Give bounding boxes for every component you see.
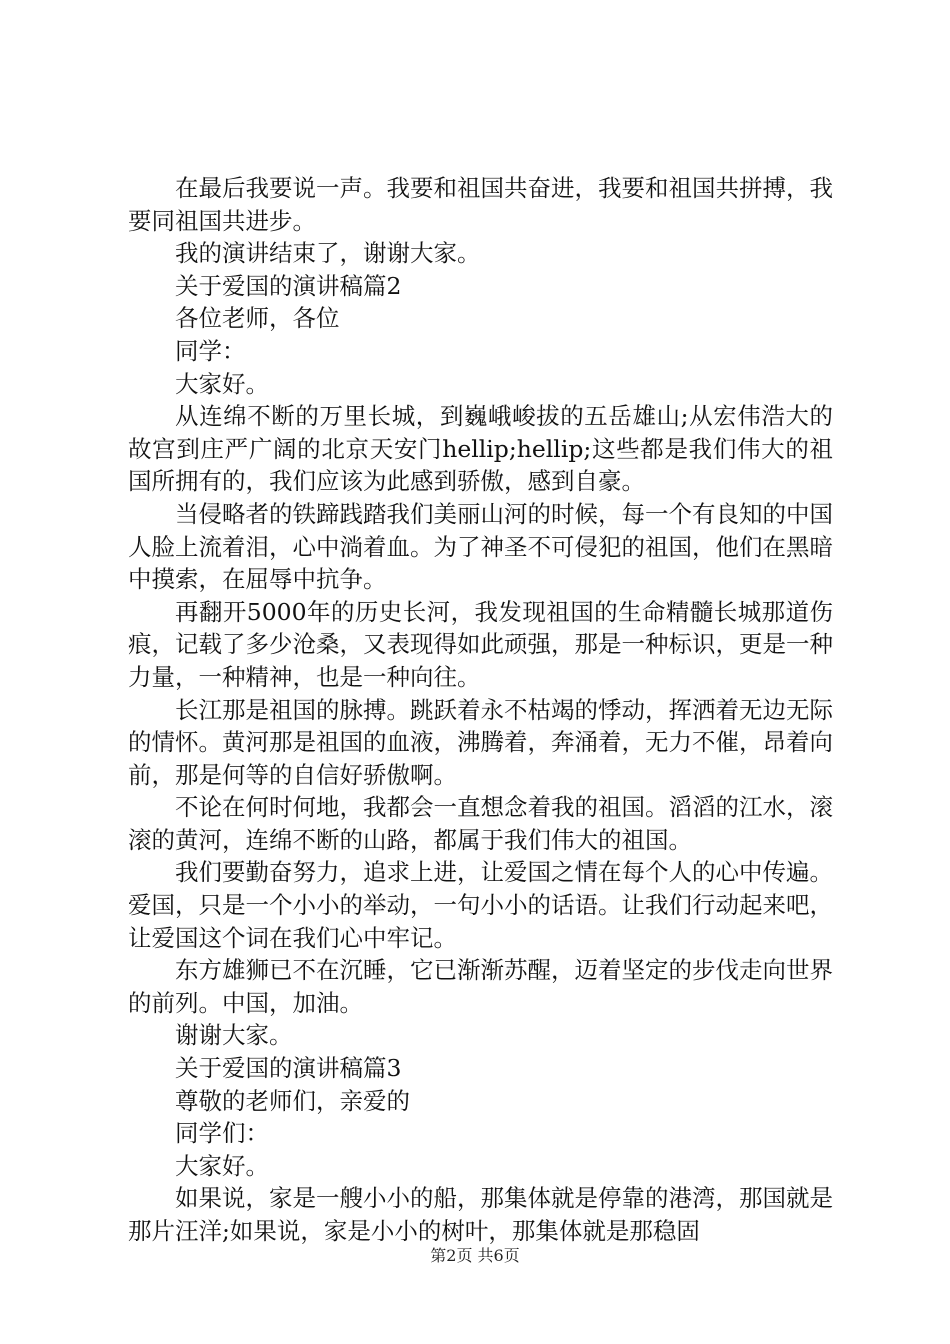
paragraph: 同学们： — [175, 1119, 269, 1148]
paragraph: 各位老师，各位 — [175, 304, 340, 333]
section-heading: 关于爱国的演讲稿篇3 — [175, 1054, 402, 1083]
paragraph: 长江那是祖国的脉搏。跳跃着永不枯竭的悸动，挥洒着无边无际的情怀。黄河那是祖国的血液，沸腾着，奔涌着，无力不催，昂着向前，那是何等的自信好骄傲啊。 — [128, 695, 833, 789]
paragraph: 再翻开5000年的历史长河，我发现祖国的生命精髓长城那道伤痕，记载了多少沧桑，又表现得如此顽强，那是一种标识，更是一种力量，一种精神，也是一种向往。 — [128, 597, 833, 691]
page-footer: 第2页 共6页 — [430, 1246, 520, 1265]
paragraph: 从连绵不断的万里长城，到巍峨峻拔的五岳雄山;从宏伟浩大的故宫到庄严广阔的北京天安门hellip;hellip;这些都是我们伟大的祖国所拥有的，我们应该为此感到骄傲，感到自豪。 — [128, 402, 833, 496]
paragraph: 不论在何时何地，我都会一直想念着我的祖国。滔滔的江水，滚滚的黄河，连绵不断的山路，都属于我们伟大的祖国。 — [128, 793, 833, 854]
paragraph: 当侵略者的铁蹄践踏我们美丽山河的时候，每一个有良知的中国人脸上流着泪，心中淌着血。为了神圣不可侵犯的祖国，他们在黑暗中摸索，在屈辱中抗争。 — [128, 499, 833, 594]
paragraph: 在最后我要说一声。我要和祖国共奋进，我要和祖国共拼搏，我要同祖国共进步。 — [128, 174, 833, 235]
section-heading: 关于爱国的演讲稿篇2 — [175, 271, 402, 300]
paragraph: 谢谢大家。 — [175, 1021, 293, 1050]
paragraph: 尊敬的老师们，亲爱的 — [175, 1086, 410, 1115]
paragraph: 如果说，家是一艘小小的船，那集体就是停靠的港湾，那国就是那片汪洋;如果说，家是小小的树叶，那集体就是那稳固 — [128, 1184, 833, 1245]
paragraph: 大家好。 — [175, 1151, 269, 1180]
paragraph: 我的演讲结束了，谢谢大家。 — [175, 239, 481, 268]
document-body — [128, 172, 833, 1248]
paragraph: 东方雄狮已不在沉睡，它已渐渐苏醒，迈着坚定的步伐走向世界的前列。中国，加油。 — [128, 956, 833, 1017]
paragraph: 同学： — [175, 336, 246, 365]
paragraph: 我们要勤奋努力，追求上进，让爱国之情在每个人的心中传遍。爱国，只是一个小小的举动，一句小小的话语。让我们行动起来吧，让爱国这个词在我们心中牢记。 — [128, 858, 833, 952]
paragraph: 大家好。 — [175, 369, 269, 398]
